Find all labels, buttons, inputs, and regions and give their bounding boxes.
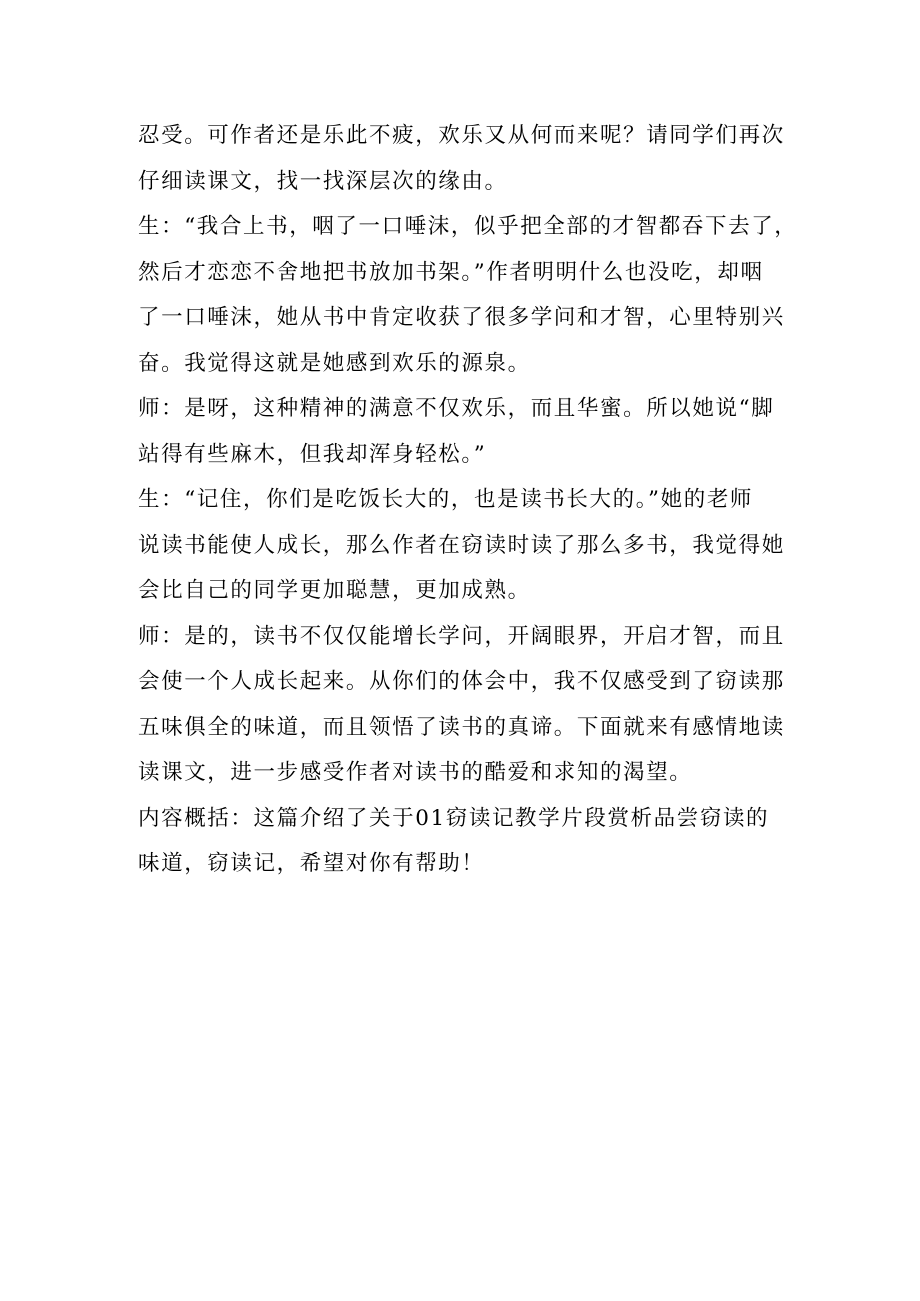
text-line: 站得有些麻木，但我却浑身轻松。”	[138, 441, 487, 467]
paragraph-summary	[138, 796, 788, 887]
text-line: 师：是的，读书不仅仅能增长学问，开阔眼界，开启才智，而且	[138, 623, 785, 649]
text-line: 奋。我觉得这就是她感到欢乐的源泉。	[138, 350, 531, 376]
text-line: 师：是呀，这种精神的满意不仅欢乐，而且华蜜。所以她说“脚	[138, 396, 775, 421]
document-body	[138, 113, 798, 887]
text-line: 了一口唾沫，她从书中肯定收获了很多学问和才智，心里特别兴	[138, 305, 785, 330]
text-line: 五味俱全的味道，而且领悟了读书的真谛。下面就来有感情地读	[138, 714, 785, 740]
text-line: 仔细读课文，找一找深层次的缘由。	[138, 168, 508, 194]
text-line: 然后才恋恋不舍地把书放加书架。”作者明明什么也没吃，却咽	[138, 259, 764, 285]
text-line: 忍受。可作者还是乐此不疲，欢乐又从何而来呢？请同学们再次	[138, 123, 785, 148]
text-line: 内容概括：这篇介绍了关于01窃读记教学片段赏析品尝窃读的	[138, 805, 770, 831]
paragraph-student-answer-2	[138, 477, 788, 614]
paragraph-teacher-response-2	[138, 614, 788, 796]
text-line: 生：“我合上书，咽了一口唾沫，似乎把全部的才智都吞下去了，	[138, 214, 798, 239]
paragraph-teacher-response-1	[138, 386, 788, 477]
text-line: 会比自己的同学更加聪慧，更加成熟。	[138, 578, 531, 603]
text-line: 生：“记住，你们是吃饭长大的，也是读书长大的。”她的老师	[138, 487, 754, 512]
text-line: 读课文，进一步感受作者对读书的酷爱和求知的渴望。	[138, 760, 693, 785]
text-line: 味道，窃读记，希望对你有帮助！	[138, 851, 485, 876]
text-line: 说读书能使人成长，那么作者在窃读时读了那么多书，我觉得她	[138, 532, 785, 558]
text-line: 会使一个人成长起来。从你们的体会中，我不仅感受到了窃读那	[138, 669, 785, 694]
paragraph-student-answer-1	[138, 204, 798, 386]
paragraph-teacher-question	[138, 113, 788, 204]
